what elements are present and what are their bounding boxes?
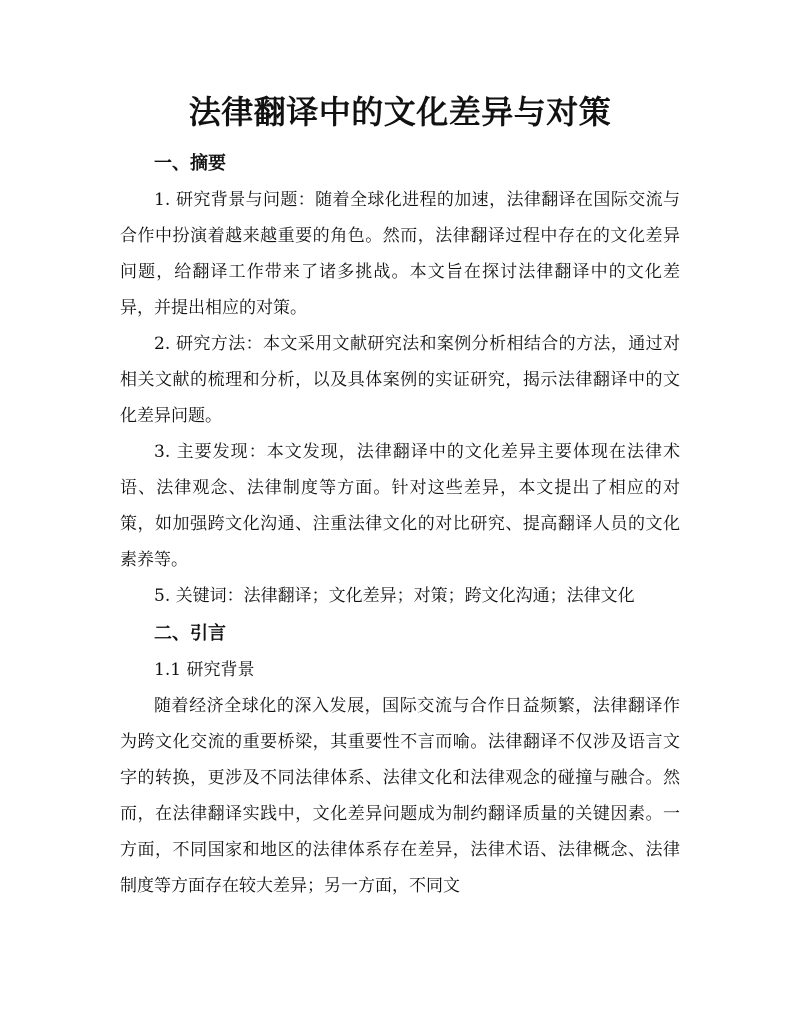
document-title: 法律翻译中的文化差异与对策 — [188, 93, 612, 131]
introduction-paragraph: 随着经济全球化的深入发展，国际交流与合作日益频繁，法律翻译作为跨文化交流的重要桥梁，其重要性不言而喻。法律翻译不仅涉及语言文字的转换，更涉及不同法律体系、法律文化和法律观念的碰撞与融合。然而，在法律翻译实践中，文化差异问题成为制约翻译质量的关键因素。一方面，不同国家和地区的法律体系存在差异，法律术语、法律概念、法律制度等方面存在较大差异；另一方面，不同文 — [120, 696, 680, 896]
abstract-item-background: 1. 研究背景与问题：随着全球化进程的加速，法律翻译在国际交流与合作中扮演着越来越重要的角色。然而，法律翻译过程中存在的文化差异问题，给翻译工作带来了诸多挑战。本文旨在探讨法律翻译中的文化差异，并提出相应的对策。 — [120, 190, 680, 318]
introduction-heading: 二、引言 — [154, 623, 226, 644]
abstract-item-methods: 2. 研究方法：本文采用文献研究法和案例分析相结合的方法，通过对相关文献的梳理和分析，以及具体案例的实证研究，揭示法律翻译中的文化差异问题。 — [120, 334, 680, 426]
abstract-item-keywords: 5. 关键词：法律翻译；文化差异；对策；跨文化沟通；法律文化 — [154, 586, 635, 606]
abstract-heading: 一、摘要 — [154, 153, 226, 174]
abstract-item-findings: 3. 主要发现：本文发现，法律翻译中的文化差异主要体现在法律术语、法律观念、法律制度等方面。针对这些差异，本文提出了相应的对策，如加强跨文化沟通、注重法律文化的对比研究、提高翻译人员的文化素养等。 — [120, 442, 680, 570]
introduction-subheading: 1.1 研究背景 — [154, 660, 255, 680]
